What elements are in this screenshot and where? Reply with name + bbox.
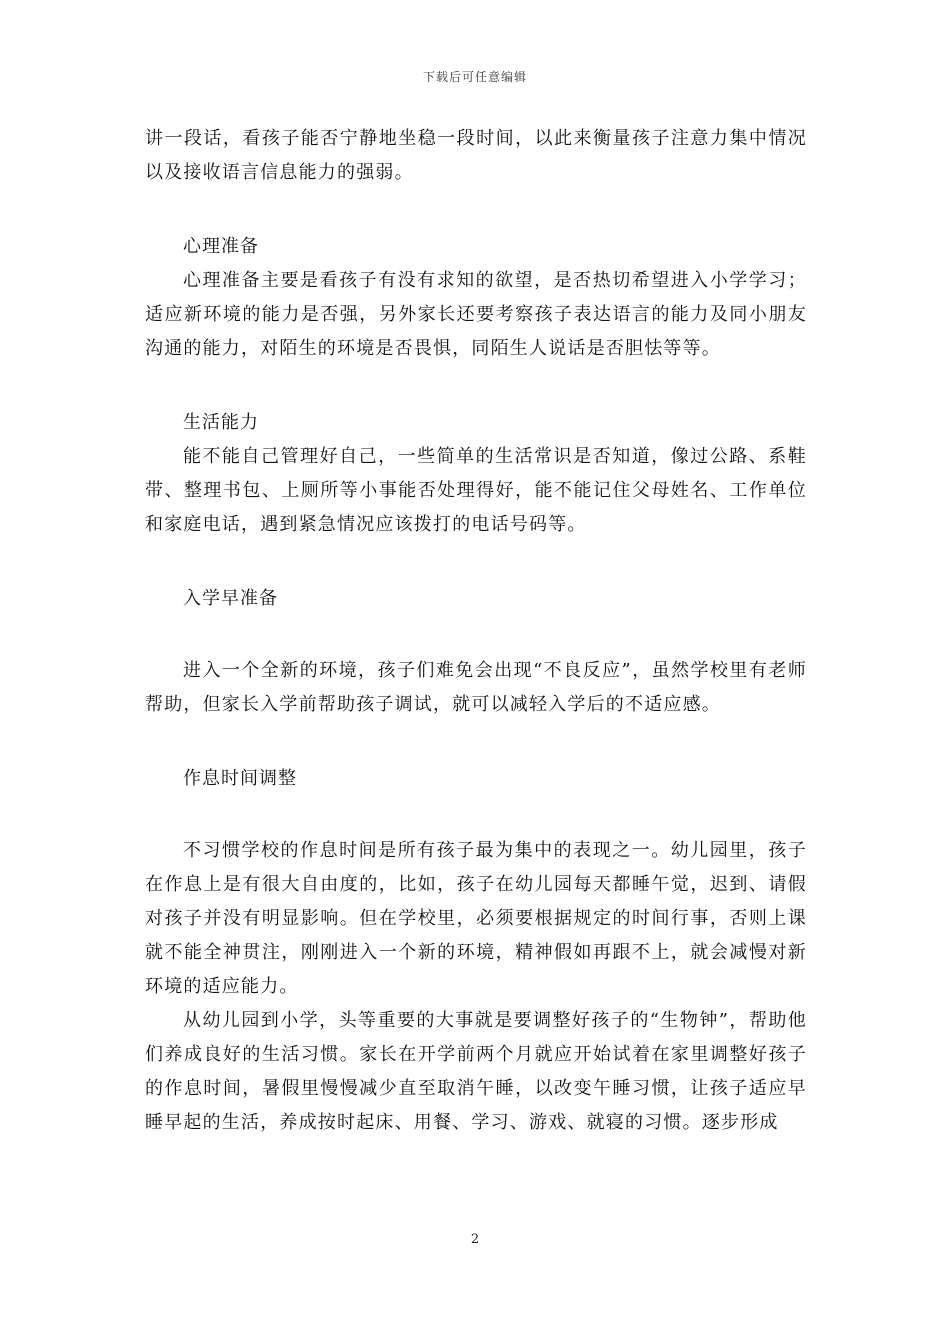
section-paragraph-early-prep: 进入一个全新的环境，孩子们难免会出现“不良反应”，虽然学校里有老师帮助，但家长入学前帮助孩子调试，就可以减轻入学后的不适应感。 <box>145 660 807 715</box>
section-heading-early-prep: 入学早准备 <box>183 588 278 609</box>
section-paragraph-schedule-1: 不习惯学校的作息时间是所有孩子最为集中的表现之一。幼儿园里，孩子在作息上是有很大自由度的，比如，孩子在幼儿园每天都睡午觉，迟到、请假对孩子并没有明显影响。但在学校里，必须要根据规定的时间行事，否则上课就不能全神贯注，刚刚进入一个新的环境，精神假如再跟不上，就会减慢对新环境的适应能力。 <box>145 840 807 997</box>
spacer <box>145 796 807 834</box>
intro-paragraph: 讲一段话，看孩子能否宁静地坐稳一段时间，以此来衡量孩子注意力集中情况以及接收语言信息能力的强弱。 <box>145 128 807 183</box>
section-heading-schedule: 作息时间调整 <box>183 768 297 789</box>
spacer <box>145 542 807 582</box>
document-body <box>145 122 807 1140</box>
page-number: 2 <box>470 1232 480 1247</box>
spacer <box>145 722 807 762</box>
page-header: 下载后可任意编辑 <box>422 70 527 84</box>
spacer <box>145 616 807 654</box>
section-heading-psychological: 心理准备 <box>183 236 259 257</box>
section-heading-life-skills: 生活能力 <box>183 412 259 433</box>
spacer <box>145 366 807 406</box>
section-paragraph-schedule-2: 从幼儿园到小学，头等重要的大事就是要调整好孩子的“生物钟”，帮助他们养成良好的生活习惯。家长在开学前两个月就应开始试着在家里调整好孩子的作息时间，暑假里慢慢减少直至取消午睡，以改变午睡习惯，让孩子适应早睡早起的生活，养成按时起床、用餐、学习、游戏、就寝的习惯。逐步形成 <box>145 1010 807 1133</box>
section-paragraph-psychological: 心理准备主要是看孩子有没有求知的欲望，是否热切希望进入小学学习；适应新环境的能力是否强，另外家长还要考察孩子表达语言的能力及同小朋友沟通的能力，对陌生的环境是否畏惧，同陌生人说话是否胆怯等等。 <box>145 270 807 359</box>
spacer <box>145 190 807 230</box>
section-paragraph-life-skills: 能不能自己管理好自己，一些简单的生活常识是否知道，像过公路、系鞋带、整理书包、上厕所等小事能否处理得好，能不能记住父母姓名、工作单位和家庭电话，遇到紧急情况应该拨打的电话号码等。 <box>145 446 807 535</box>
